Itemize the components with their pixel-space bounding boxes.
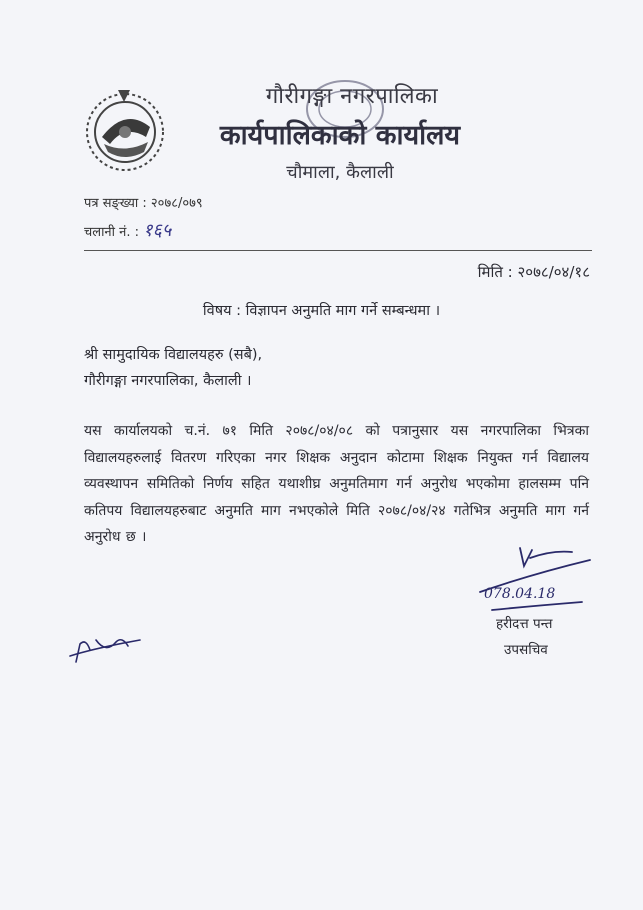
- handwritten-signature: [472, 540, 592, 620]
- letter-number: पत्र सङ्ख्या : २०७८/०७९: [84, 196, 203, 211]
- svg-text:078.04.18: 078.04.18: [484, 586, 556, 602]
- dispatch-label: चलानी नं. :: [84, 225, 140, 240]
- municipality-name: गौरीगङ्गा नगरपालिका: [265, 84, 439, 109]
- signatory-name: हरीदत्त पन्त: [496, 616, 553, 632]
- letter-date: मिति : २०७८/०४/१८: [477, 263, 590, 281]
- dispatch-number: [84, 218, 171, 242]
- signatory-title: उपसचिव: [504, 642, 548, 658]
- office-address: चौमाला, कैलाली: [286, 162, 394, 183]
- dispatch-value: १६५: [143, 220, 172, 241]
- letter-subject: विषय : विज्ञापन अनुमति माग गर्ने सम्बन्धमा ।: [202, 303, 441, 319]
- addressee-line-1: श्री सामुदायिक विद्यालयहरु (सबै),: [84, 347, 263, 363]
- initials-mark: [66, 628, 146, 668]
- office-title: कार्यपालिकाको कार्यालय: [219, 120, 461, 151]
- nepal-emblem-icon: [80, 82, 170, 177]
- letter-body: यस कार्यालयको च.नं. ७१ मिति २०७८/०४/०८ को पत्रानुसार यस नगरपालिका भित्रका विद्यालयहरुलाई वितरण गरिएका नगर शिक्षक अनुदान कोटामा शिक्षक नियुक्त गर्न विद्यालय व्यवस्थापन समितिको निर्णय सहित यथाशीघ्र अनुमतिमाग गर्न अनुरोध भएकोमा हालसम्म पनि कतिपय विद्यालयहरुबाट अनुमति माग नभएकोले मिति २०७८/०४/२४ गतेभित्र अनुमति माग गर्न अनुरोध छ ।: [84, 423, 589, 545]
- addressee-line-2: गौरीगङ्गा नगरपालिका, कैलाली ।: [84, 373, 252, 389]
- header-divider: [84, 250, 592, 251]
